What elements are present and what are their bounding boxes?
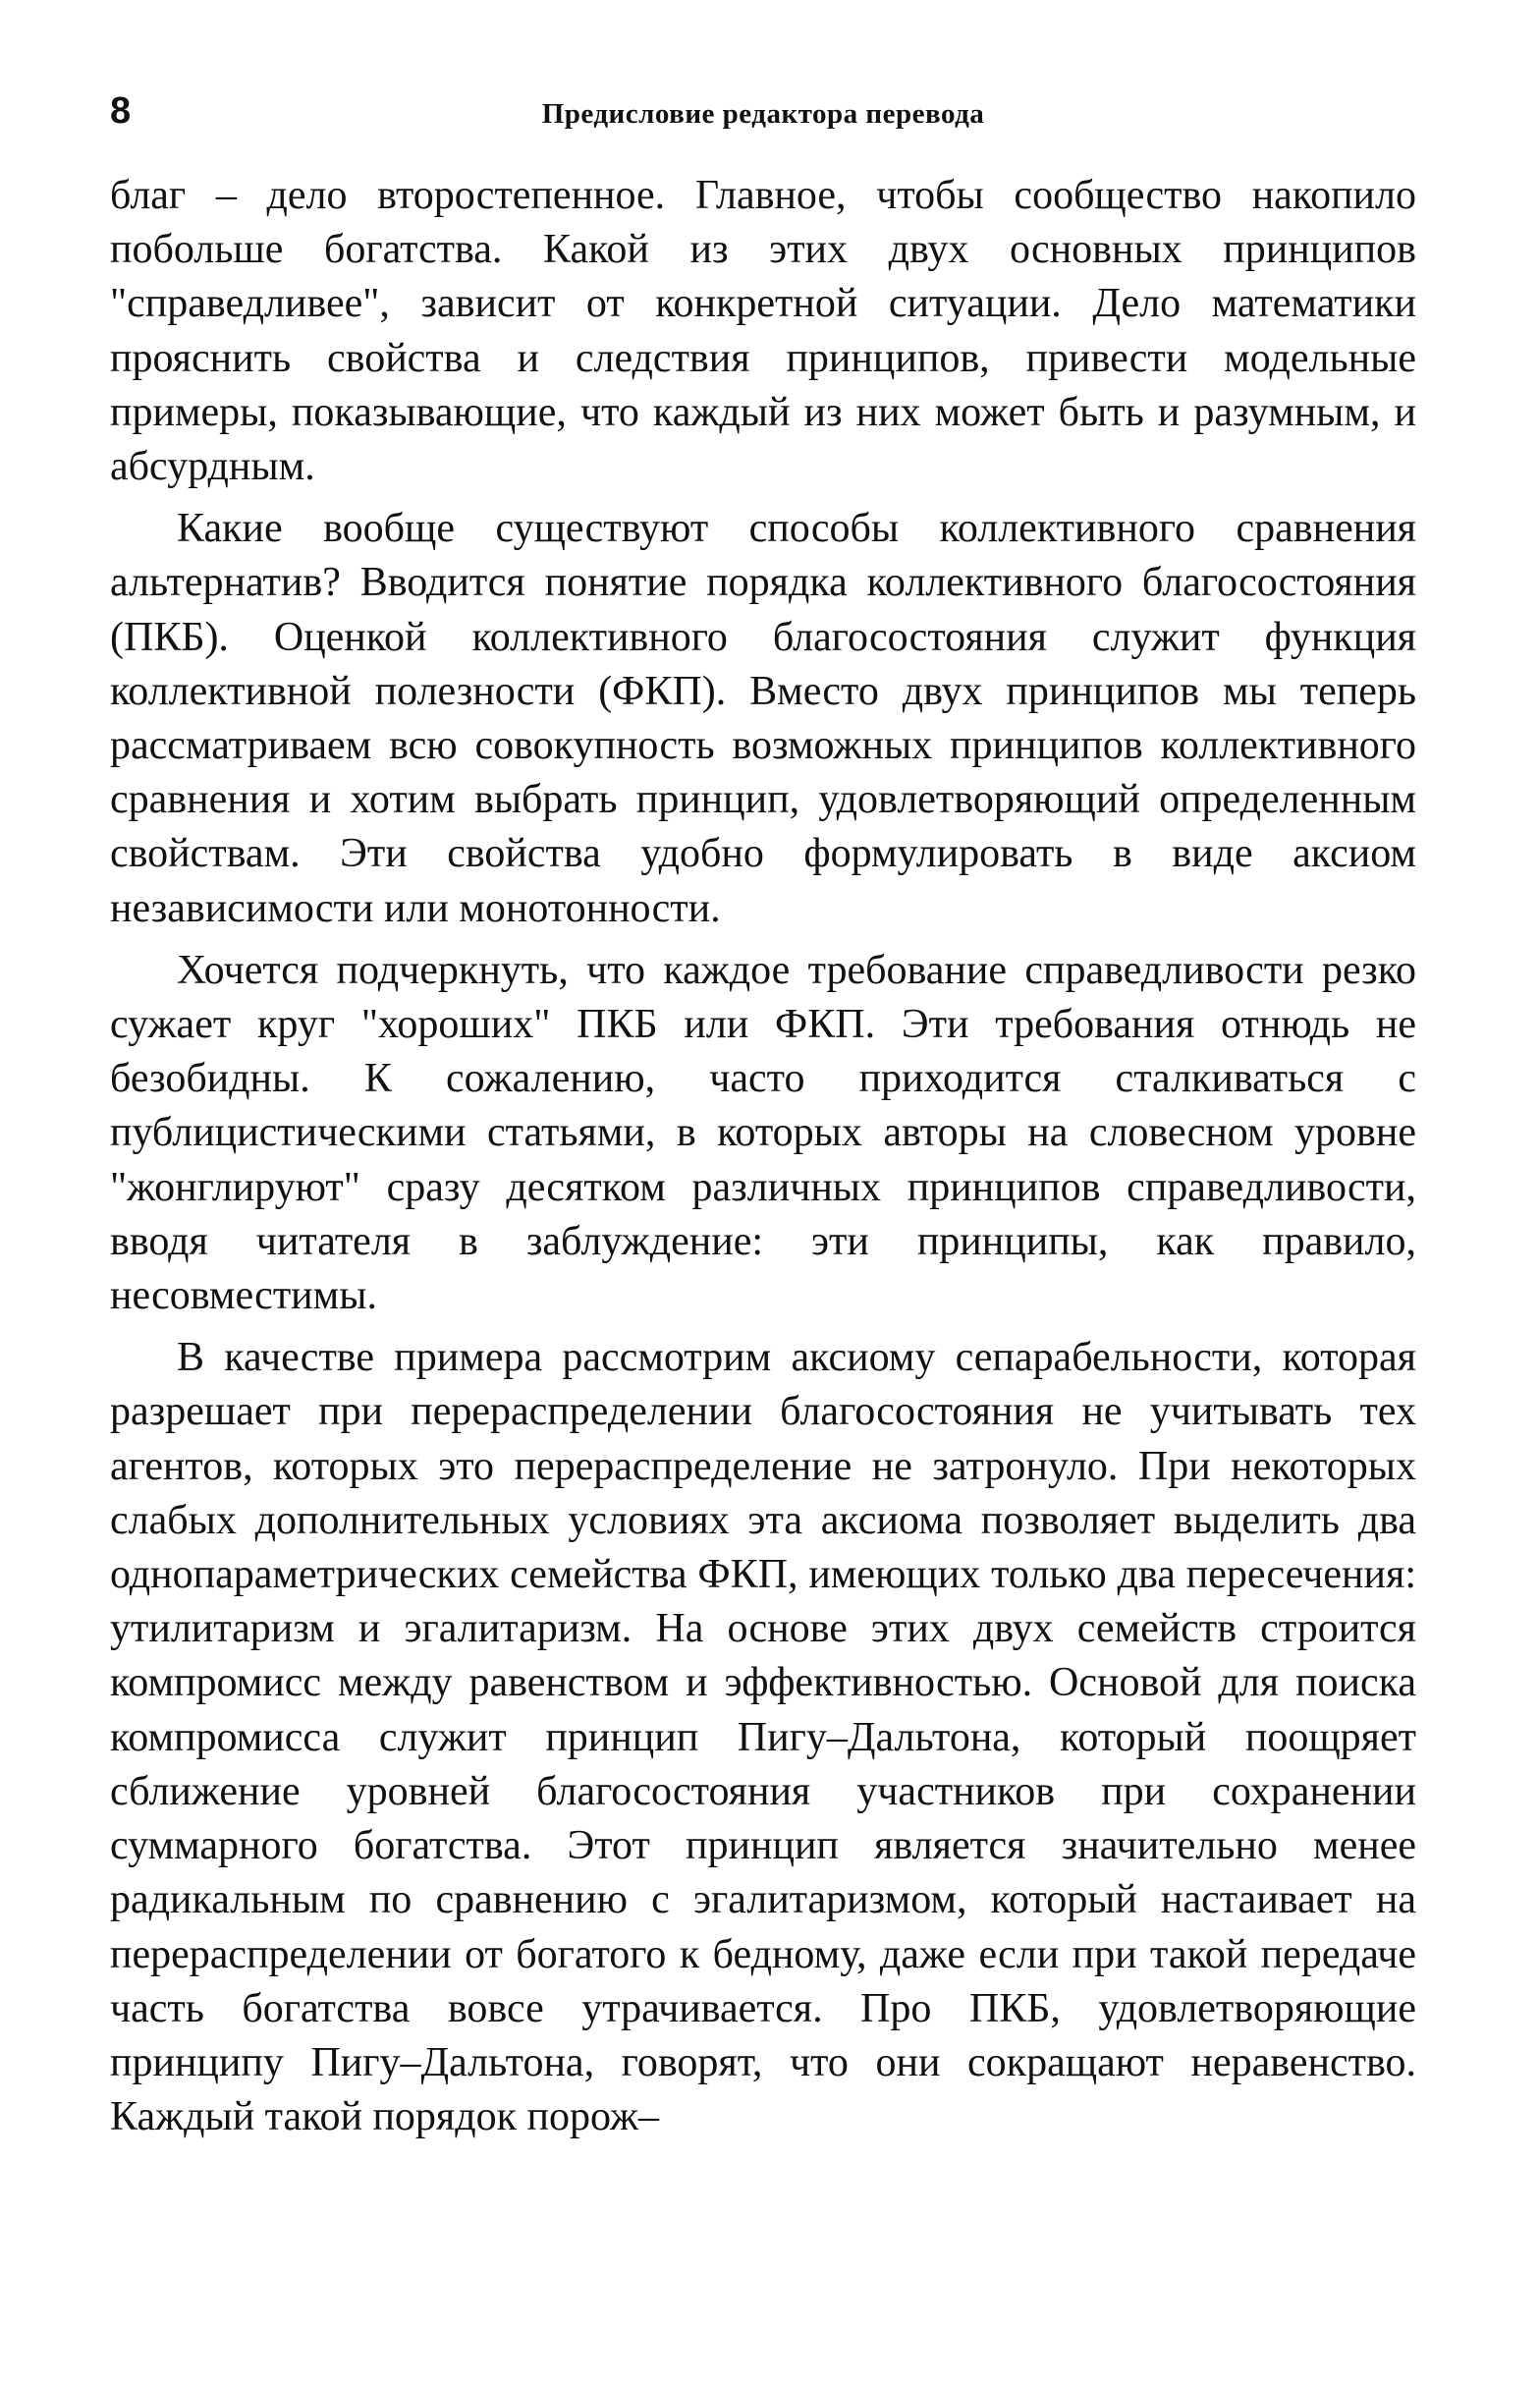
body-text [110,169,1416,2144]
page-number: 8 [110,90,132,132]
paragraph-2: Какие вообще существуют способы коллективного сравнения альтернатив? Вводится понятие порядка коллективного благосостояния (ПКБ). Оценкой коллективного благосостояния служит функция коллективной полезности (ФКП). Вместо двух принципов мы теперь рассматриваем всю совокупность возможных принципов коллективного сравнения и хотим выбрать принцип, удовлетворяющий определенным свойствам. Эти свойства удобно формулировать в виде аксиом независимости или монотонности. [110,506,1416,931]
paragraph-4: В качестве примера рассмотрим аксиому сепарабельности, которая разрешает при перераспределении благосостояния не учитывать тех агентов, которых это перераспределение не затронуло. При некоторых слабых дополнительных условиях эта аксиома позволяет выделить два однопараметрических семейства ФКП, имеющих только два пересечения: утилитаризм и эгалитаризм. На основе этих двух семейств строится компромисс между равенством и эффективностью. Основой для поиска компромисса служит принцип Пигу–Дальтона, который поощряет сближение уровней благосостояния участников при сохранении суммарного богатства. Этот принцип является значительно менее радикальным по сравнению с эгалитаризмом, который настаивает на перераспределении от богатого к бедному, даже если при такой передаче часть богатства вовсе утрачивается. Про ПКБ, удовлетворяющие принципу Пигу–Дальтона, говорят, что они сокращают неравенство. Каждый такой порядок порож– [110,1335,1416,2140]
document-page [110,90,1416,2152]
paragraph-1: благ – дело второстепенное. Главное, чтобы сообщество накопило побольше богатства. Какой из этих двух основных принципов "справедливее", зависит от конкретной ситуации. Дело математики прояснить свойства и следствия принципов, привести модельные примеры, показывающие, что каждый из них может быть и разумным, и абсурдным. [110,173,1416,490]
paragraph-3: Хочется подчеркнуть, что каждое требование справедливости резко сужает круг "хороших" ПКБ или ФКП. Эти требования отнюдь не безобидны. К сожалению, часто приходится сталкиваться с публицистическими статьями, в которых авторы на словесном уровне "жонглируют" сразу десятком различных принципов справедливости, вводя читателя в заблуждение: эти принципы, как правило, несовместимы. [110,947,1416,1319]
running-title: Предисловие редактора перевода [541,98,985,130]
page-header [110,90,1416,139]
